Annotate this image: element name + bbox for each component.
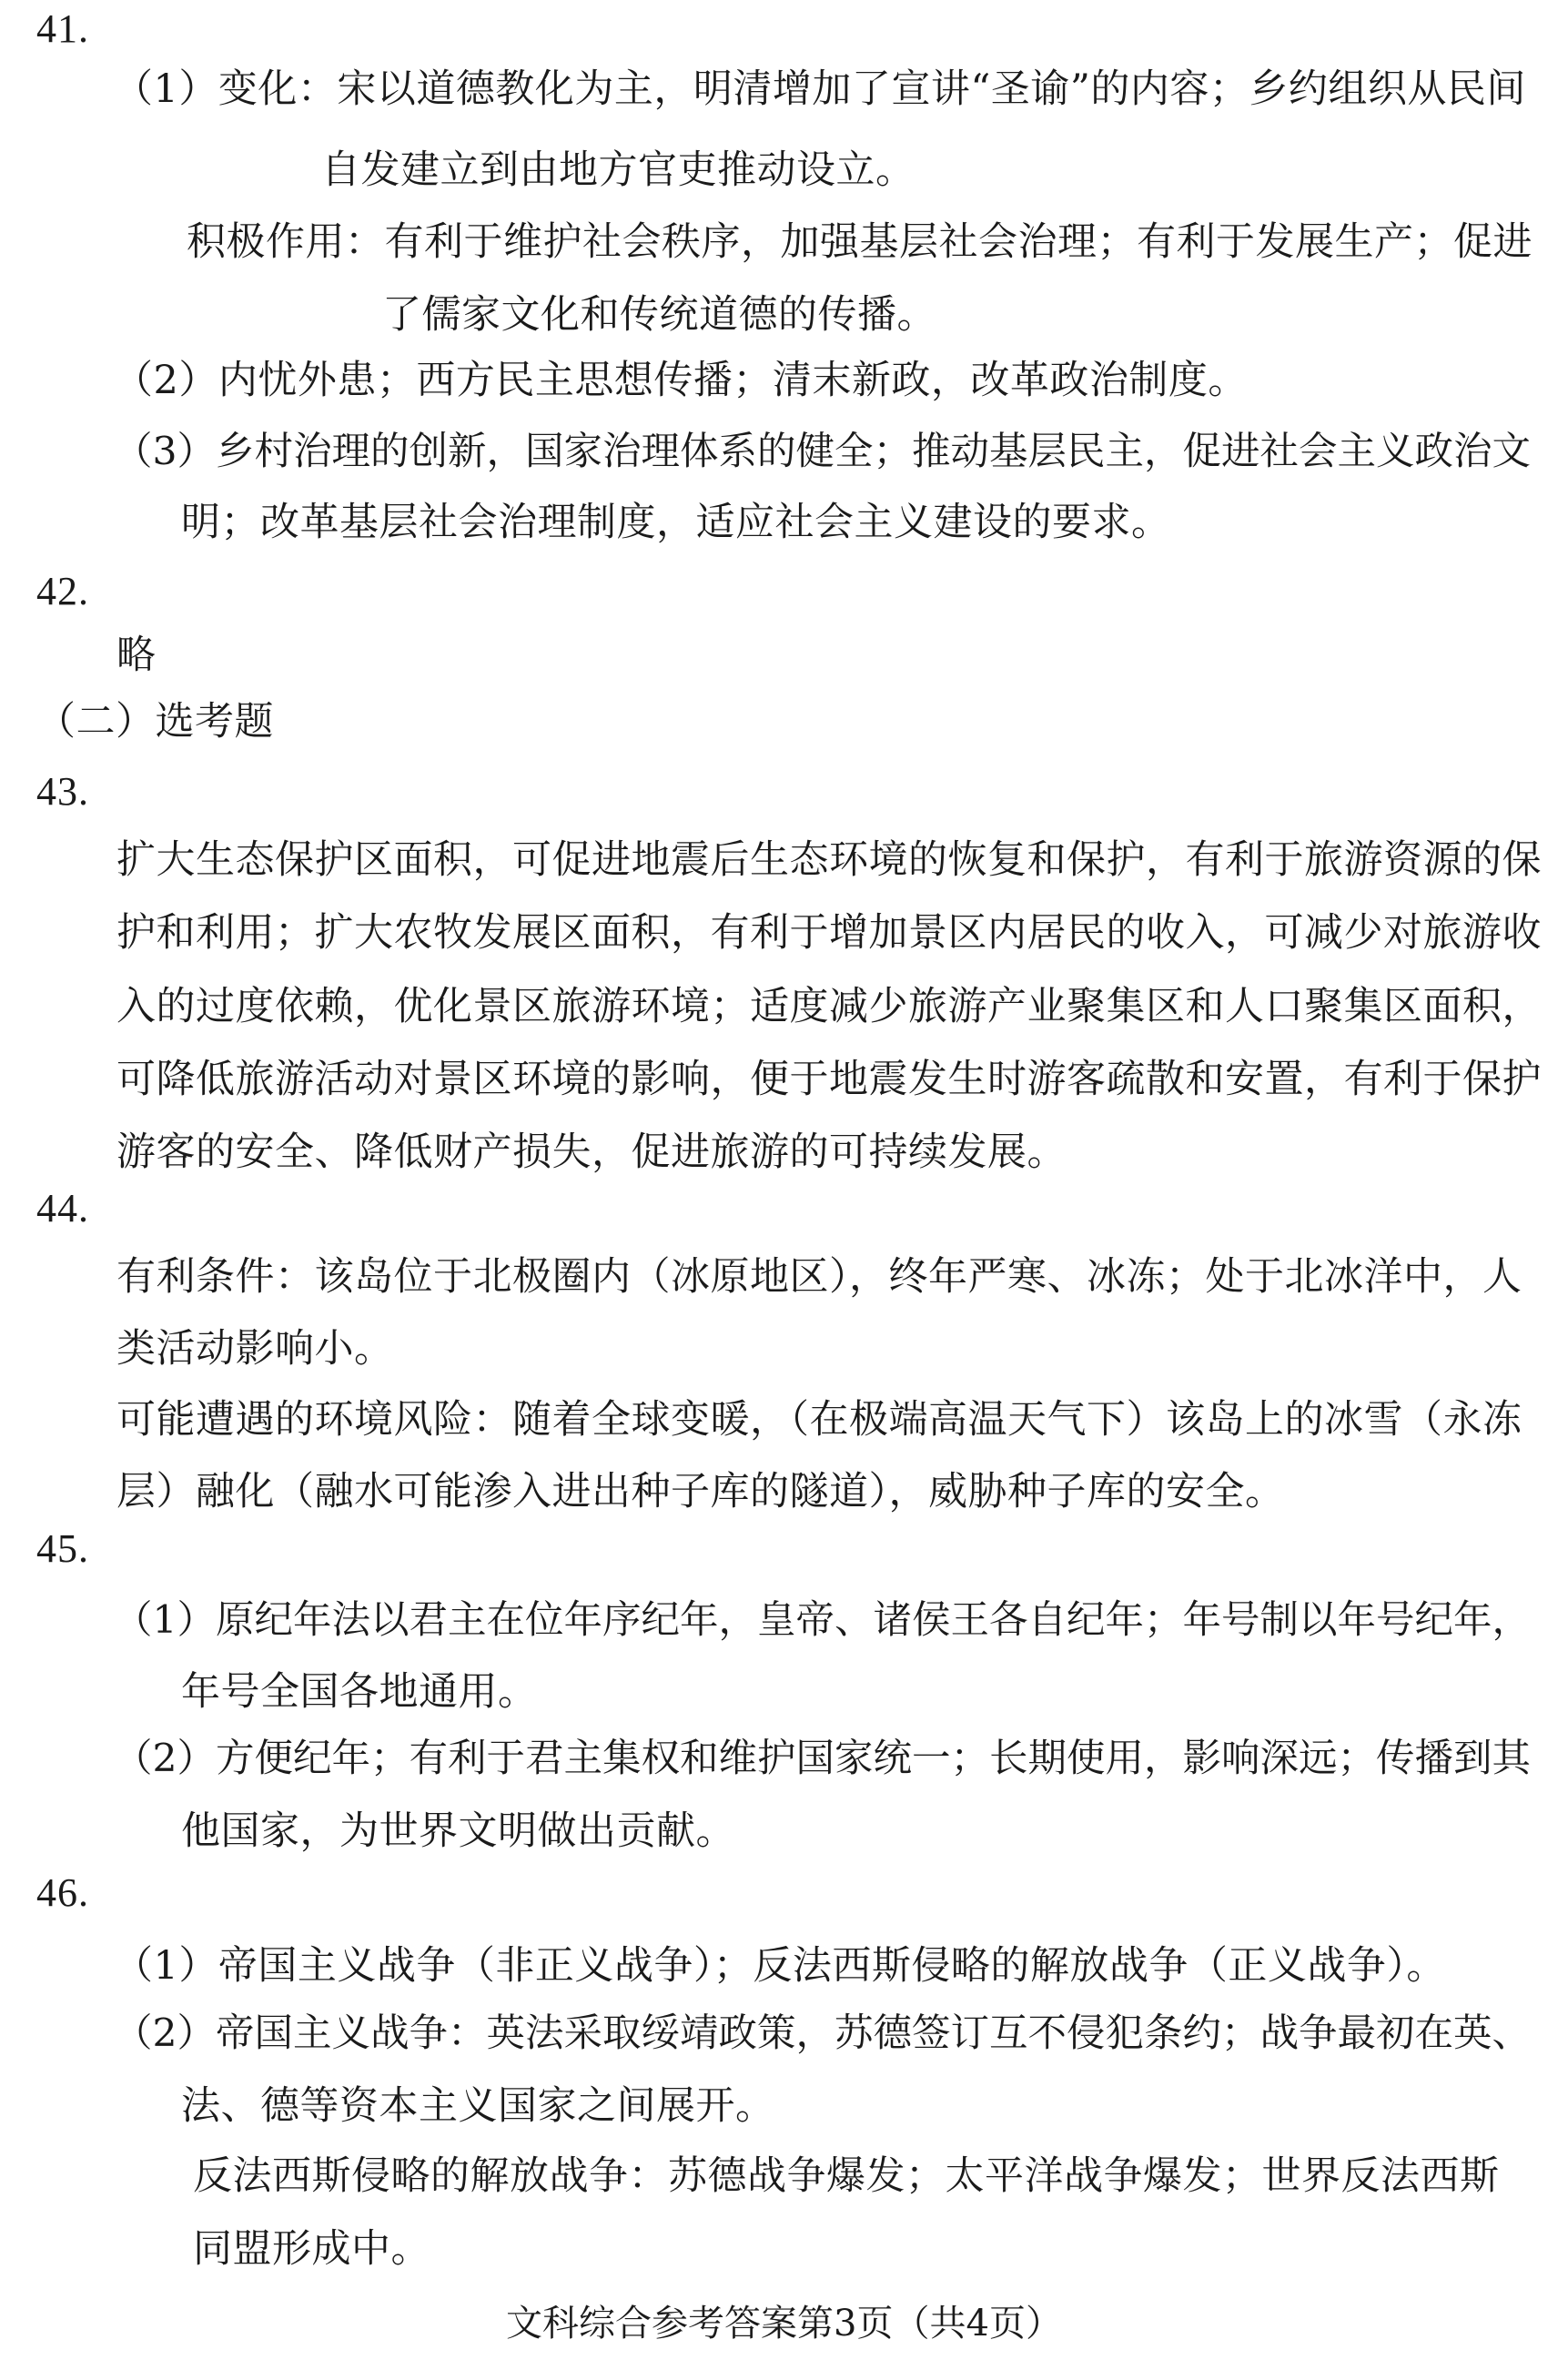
question-45-number: 45. bbox=[36, 1526, 89, 1571]
q45-part2-line2: 他国家，为世界文明做出贡献。 bbox=[181, 1808, 735, 1854]
q46-part2-line2: 法、德等资本主义国家之间展开。 bbox=[181, 2083, 775, 2129]
q46-part2-line1: （2）帝国主义战争：英法采取绥靖政策，苏德签订互不侵犯条约；战争最初在英、 bbox=[114, 2011, 1532, 2056]
q43-line3: 入的过度依赖，优化景区旅游环境；适度减少旅游产业聚集区和人口聚集区面积， bbox=[116, 984, 1542, 1029]
q41-part1-line1: （1）变化：宋以道德教化为主，明清增加了宣讲“圣谕”的内容；乡约组织从民间 bbox=[114, 66, 1526, 112]
q41-part1-line2: 自发建立到由地方官吏推动设立。 bbox=[321, 147, 916, 193]
q41-part3-line1: （3）乡村治理的创新，国家治理体系的健全；推动基层民主，促进社会主义政治文 bbox=[114, 430, 1532, 474]
question-46-number: 46. bbox=[36, 1870, 89, 1915]
q44-line1: 有利条件：该岛位于北极圈内（冰原地区），终年严寒、冰冻；处于北冰洋中，人 bbox=[116, 1254, 1522, 1300]
q43-line1: 扩大生态保护区面积，可促进地震后生态环境的恢复和保护，有利于旅游资源的保 bbox=[116, 837, 1542, 883]
page-footer: 文科综合参考答案第3页（共4页） bbox=[506, 2303, 1062, 2345]
q44-line2: 类活动影响小。 bbox=[116, 1326, 394, 1372]
q45-part2-line1: （2）方便纪年；有利于君主集权和维护国家统一；长期使用，影响深远；传播到其 bbox=[114, 1737, 1532, 1781]
question-41-number: 41. bbox=[36, 6, 89, 51]
question-44-number: 44. bbox=[36, 1186, 89, 1231]
q41-part1-line3: 积极作用：有利于维护社会秩序，加强基层社会治理；有利于发展生产；促进 bbox=[187, 219, 1533, 265]
q46-part2-line4: 同盟形成中。 bbox=[193, 2226, 430, 2272]
q44-line3: 可能遭遇的环境风险：随着全球变暖，（在极端高温天气下）该岛上的冰雪（永冻 bbox=[116, 1397, 1522, 1443]
q43-line4: 可降低旅游活动对景区环境的影响，便于地震发生时游客疏散和安置，有利于保护 bbox=[116, 1057, 1542, 1102]
q42-answer: 略 bbox=[116, 633, 157, 678]
q41-part3-line2: 明；改革基层社会治理制度，适应社会主义建设的要求。 bbox=[181, 500, 1171, 545]
q43-line5: 游客的安全、降低财产损失，促进旅游的可持续发展。 bbox=[116, 1129, 1067, 1175]
q45-part1-line2: 年号全国各地通用。 bbox=[181, 1669, 538, 1715]
question-43-number: 43. bbox=[36, 769, 89, 814]
q45-part1-line1: （1）原纪年法以君主在位年序纪年，皇帝、诸侯王各自纪年；年号制以年号纪年， bbox=[114, 1598, 1532, 1643]
q46-part1-line1: （1）帝国主义战争（非正义战争）；反法西斯侵略的解放战争（正义战争）。 bbox=[114, 1943, 1446, 1989]
q46-part2-line3: 反法西斯侵略的解放战争：苏德战争爆发；太平洋战争爆发；世界反法西斯 bbox=[193, 2153, 1500, 2199]
question-42-number: 42. bbox=[36, 569, 89, 613]
q41-part2-line1: （2）内忧外患；西方民主思想传播；清末新政，改革政治制度。 bbox=[114, 358, 1248, 403]
q44-line4: 层）融化（融水可能渗入进出种子库的隧道），威胁种子库的安全。 bbox=[116, 1469, 1285, 1514]
q41-part1-line4: 了儒家文化和传统道德的传播。 bbox=[382, 292, 936, 338]
section-title: （二）选考题 bbox=[36, 699, 274, 744]
q43-line2: 护和利用；扩大农牧发展区面积，有利于增加景区内居民的收入，可减少对旅游收 bbox=[116, 910, 1542, 956]
